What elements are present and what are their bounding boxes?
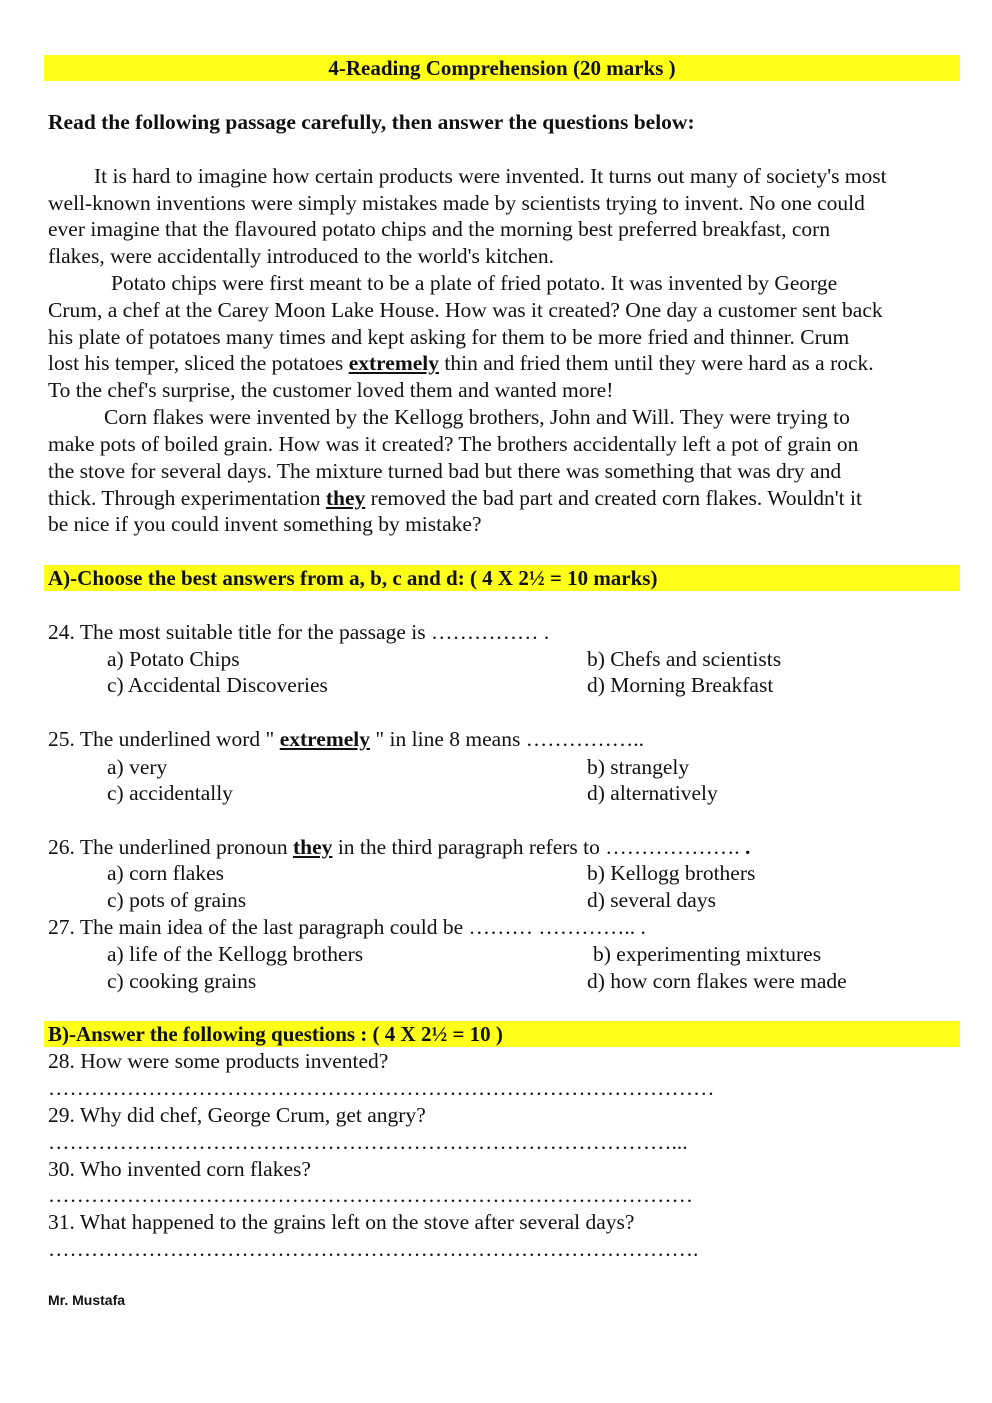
option-b[interactable]: b) experimenting mixtures — [593, 942, 822, 966]
question-stem — [48, 726, 644, 753]
question-stem: 24. The most suitable title for the passage is …………… . — [48, 620, 550, 644]
option-d[interactable]: d) Morning Breakfast — [587, 673, 774, 697]
author-signature: Mr. Mustafa — [48, 1292, 126, 1308]
underlined-word-extremely: extremely — [279, 727, 371, 751]
option-a[interactable]: a) life of the Kellogg brothers — [107, 942, 364, 966]
page-title: 4-Reading Comprehension (20 marks ) — [328, 56, 676, 80]
question-text: 28. How were some products invented? — [48, 1049, 389, 1073]
answer-line[interactable]: ………………………………………………………………………………. — [48, 1237, 699, 1261]
instruction-text: Read the following passage carefully, then answer the questions below: — [48, 110, 695, 134]
option-c[interactable]: c) cooking grains — [107, 969, 257, 993]
passage-line: flakes, were accidentally introduced to the world's kitchen. — [48, 244, 554, 268]
answer-line[interactable]: ……………………………………………………………………………... — [48, 1130, 688, 1154]
question-stem — [48, 834, 750, 861]
stem-text: " in line 8 means …………….. — [370, 727, 644, 751]
option-c[interactable]: c) accidentally — [107, 781, 233, 805]
option-a[interactable]: a) Potato Chips — [107, 647, 240, 671]
answer-line[interactable]: ………………………………………………………………………………… — [48, 1076, 715, 1100]
option-d[interactable]: d) alternatively — [587, 781, 718, 805]
passage-line: be nice if you could invent something by mistake? — [48, 512, 482, 536]
question-text: 29. Why did chef, George Crum, get angry? — [48, 1103, 426, 1127]
passage-line: To the chef's surprise, the customer loved them and wanted more! — [48, 378, 614, 402]
stem-end: . — [745, 835, 751, 859]
option-b[interactable]: b) Kellogg brothers — [587, 861, 756, 885]
underlined-word-they: they — [293, 835, 333, 859]
option-a[interactable]: a) very — [107, 755, 168, 779]
section-a-title: A)-Choose the best answers from a, b, c and d: ( 4 X 2½ = 10 marks) — [48, 566, 658, 590]
stem-text: in the third paragraph refers to ………………. — [332, 835, 746, 859]
option-b[interactable]: b) Chefs and scientists — [587, 647, 782, 671]
option-d[interactable]: d) several days — [587, 888, 716, 912]
stem-text: 25. The underlined word " — [48, 727, 280, 751]
underlined-word-extremely: extremely — [348, 351, 440, 375]
answer-line[interactable]: ……………………………………………………………………………… — [48, 1183, 693, 1207]
passage-text: thin and fried them until they were hard as a rock. — [439, 351, 874, 375]
underlined-word-they: they — [325, 486, 366, 510]
section-b-title: B)-Answer the following questions : ( 4 X 2½ = 10 ) — [48, 1022, 503, 1046]
passage-line — [48, 350, 874, 377]
passage-text: thick. Through experimentation — [48, 486, 326, 510]
passage-text: lost his temper, sliced the potatoes — [48, 351, 349, 375]
question-stem: 27. The main idea of the last paragraph could be ……… ………….. . — [48, 915, 646, 939]
option-a[interactable]: a) corn flakes — [107, 861, 224, 885]
passage-line: make pots of boiled grain. How was it created? The brothers accidentally left a pot of grain on — [48, 432, 859, 456]
passage-line — [48, 485, 862, 512]
question-text: 30. Who invented corn flakes? — [48, 1157, 311, 1181]
passage-line: ever imagine that the flavoured potato chips and the morning best preferred breakfast, corn — [48, 217, 831, 241]
option-b[interactable]: b) strangely — [587, 755, 690, 779]
passage-line: the stove for several days. The mixture turned bad but there was something that was dry and — [48, 459, 842, 483]
passage-line: Corn flakes were invented by the Kellogg brothers, John and Will. They were trying to — [104, 405, 850, 429]
passage-line: Potato chips were first meant to be a plate of fried potato. It was invented by George — [111, 271, 838, 295]
option-c[interactable]: c) Accidental Discoveries — [107, 673, 328, 697]
question-text: 31. What happened to the grains left on the stove after several days? — [48, 1210, 635, 1234]
stem-text: 26. The underlined pronoun — [48, 835, 294, 859]
passage-line: Crum, a chef at the Carey Moon Lake House. How was it created? One day a customer sent back — [48, 298, 883, 322]
passage-line: his plate of potatoes many times and kept asking for them to be more fried and thinner. Crum — [48, 325, 850, 349]
passage-text: removed the bad part and created corn flakes. Wouldn't it — [365, 486, 862, 510]
option-c[interactable]: c) pots of grains — [107, 888, 247, 912]
passage-line: well-known inventions were simply mistakes made by scientists trying to invent. No one could — [48, 191, 865, 215]
option-d[interactable]: d) how corn flakes were made — [587, 969, 847, 993]
passage-line: It is hard to imagine how certain products were invented. It turns out many of society's most — [94, 164, 887, 188]
